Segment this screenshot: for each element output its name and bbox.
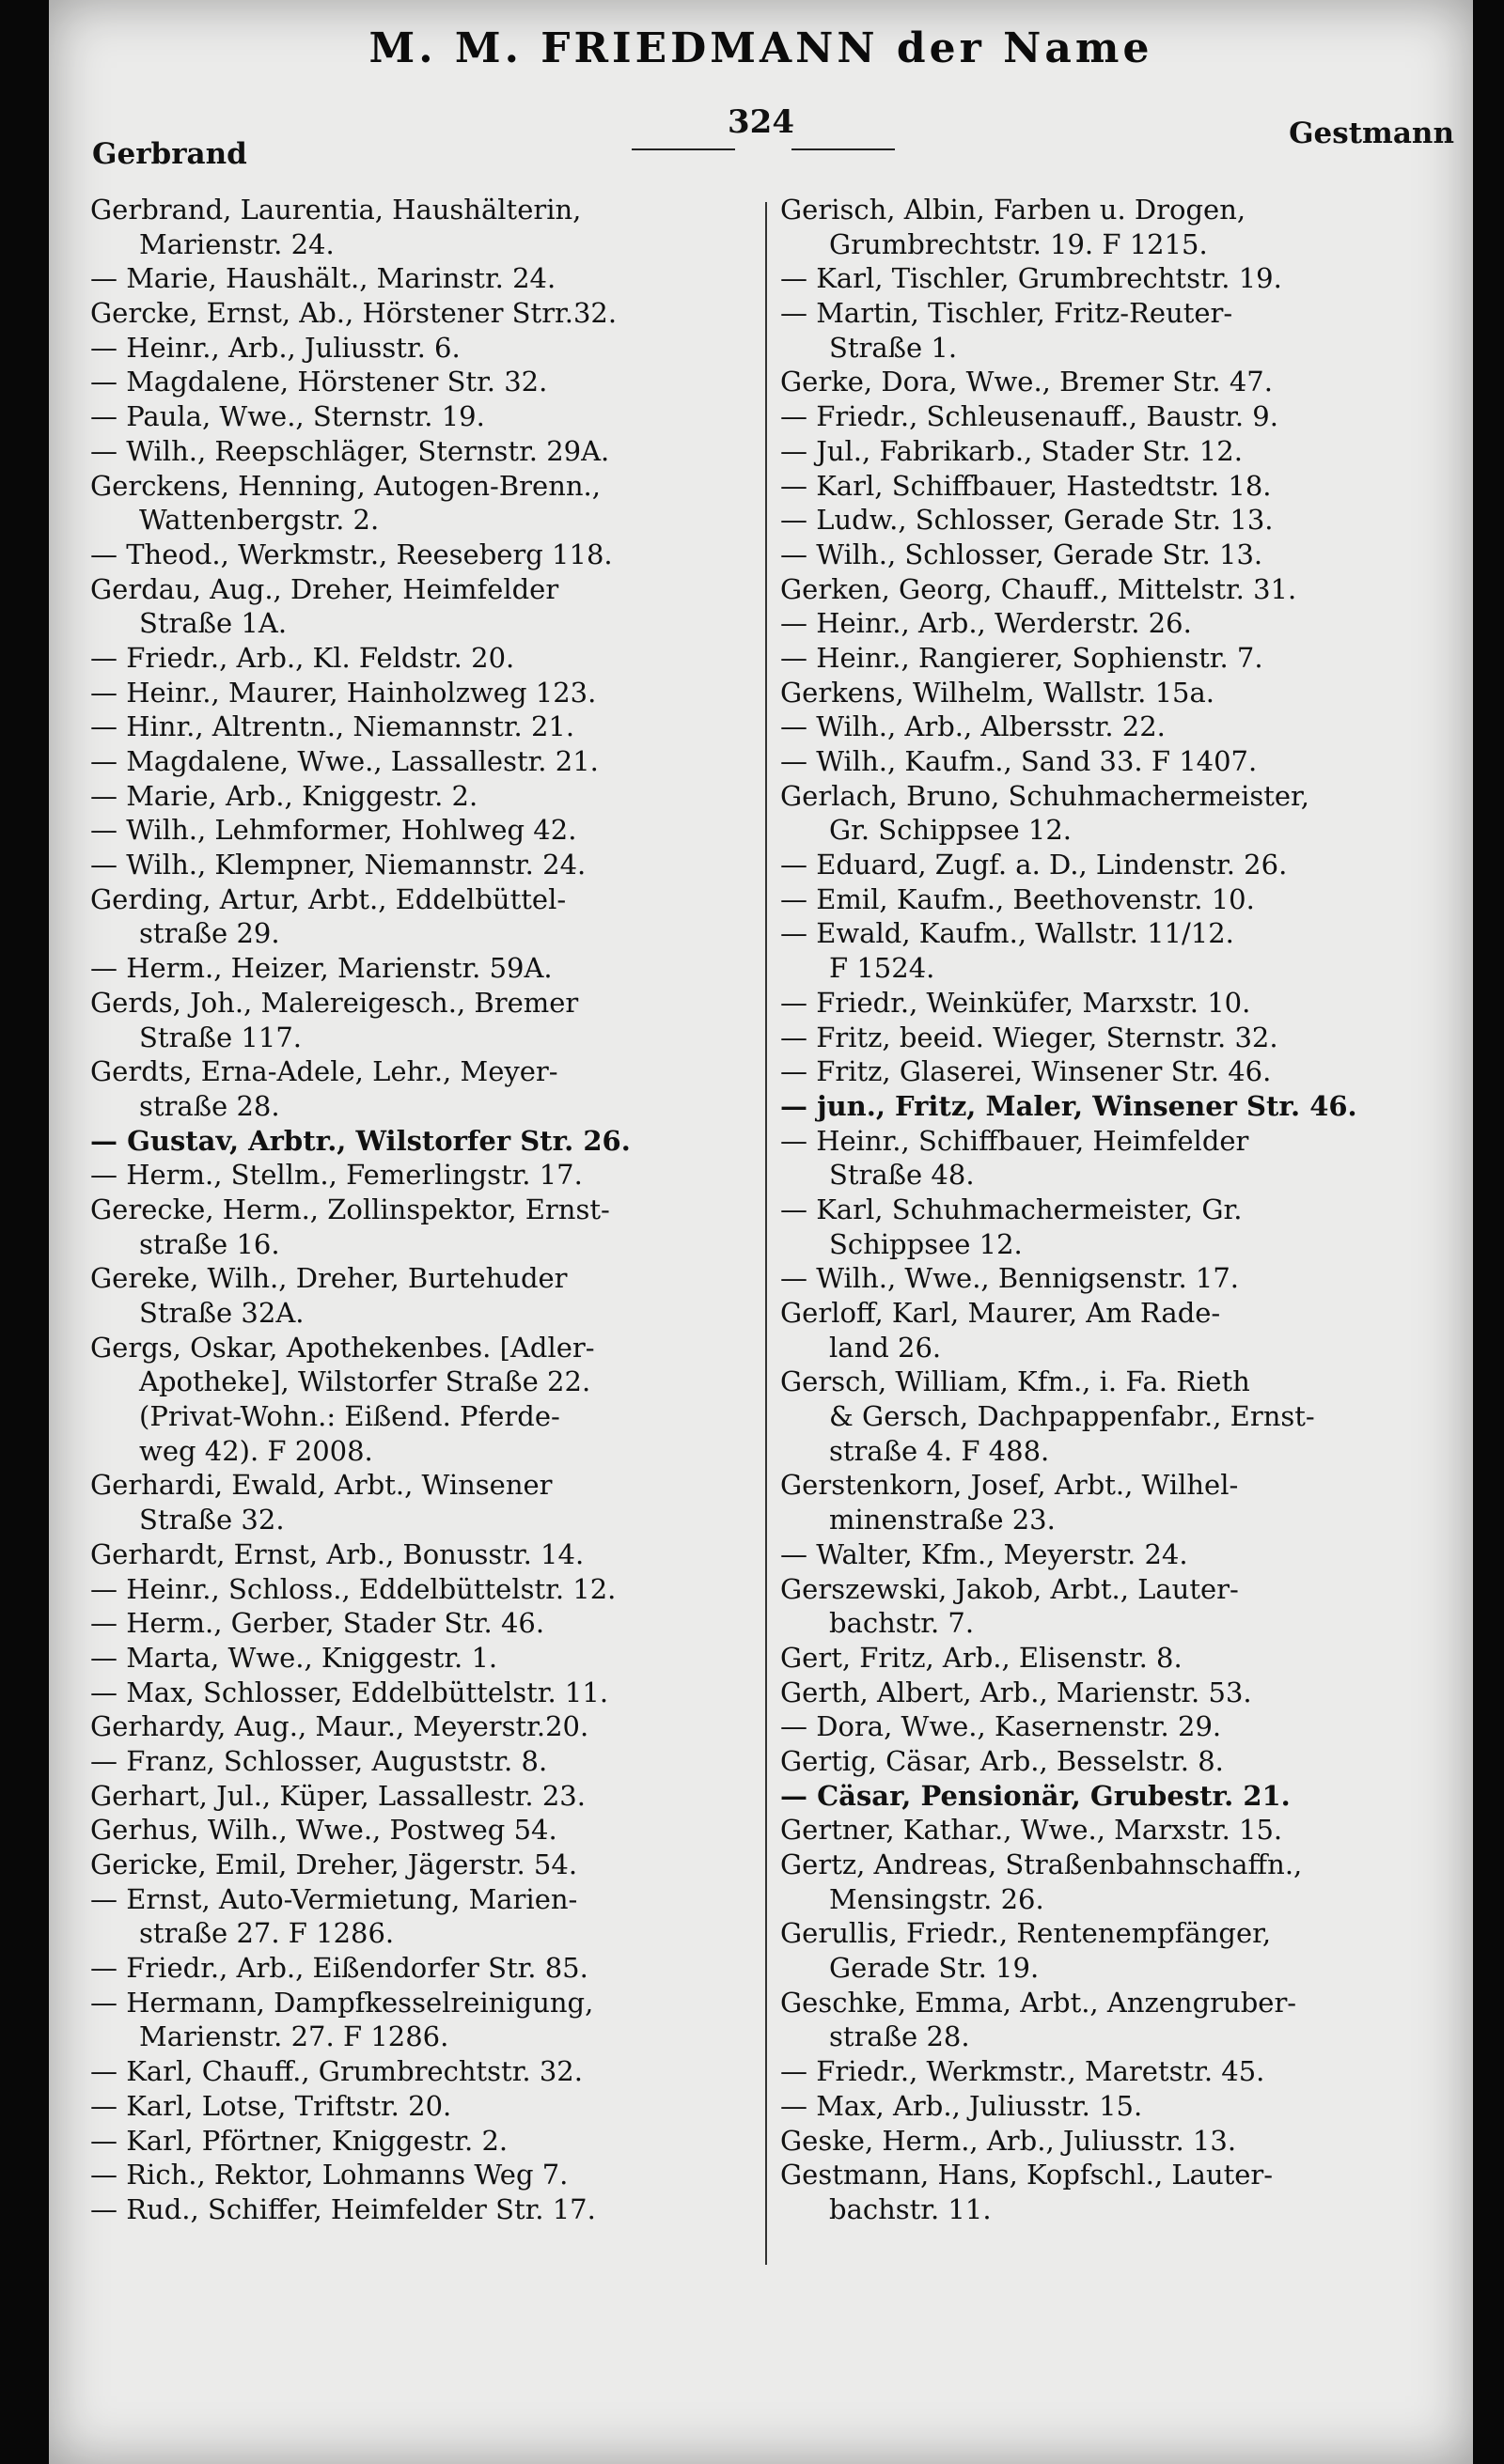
- directory-entry-line: — Jul., Fabrikarb., Stader Str. 12.: [780, 434, 1243, 467]
- entry-continuation-line: straße 4. F 488.: [829, 1434, 1050, 1467]
- directory-entry-line: Gerstenkorn, Josef, Arbt., Wilhel-: [780, 1469, 1239, 1502]
- directory-entry-line: Gerhart, Jul., Küper, Lassallestr. 23.: [90, 1779, 586, 1812]
- directory-entry-line: — Heinr., Schloss., Eddelbüttelstr. 12.: [90, 1572, 617, 1605]
- directory-entry-line: — Eduard, Zugf. a. D., Lindenstr. 26.: [780, 849, 1288, 881]
- directory-entry-line: — Fritz, Glaserei, Winsener Str. 46.: [780, 1055, 1272, 1088]
- entry-continuation-line: straße 16.: [139, 1227, 280, 1260]
- directory-entry-line: — Herm., Gerber, Stader Str. 46.: [90, 1607, 545, 1640]
- directory-entry-line: — Max, Arb., Juliusstr. 15.: [780, 2089, 1143, 2122]
- directory-entry-line: — Rich., Rektor, Lohmanns Weg 7.: [90, 2159, 569, 2191]
- directory-entry-line: Gertz, Andreas, Straßenbahnschaffn.,: [780, 1848, 1303, 1880]
- directory-entry-line: — Wilh., Reepschläger, Sternstr. 29A.: [90, 434, 610, 467]
- directory-entry-line: Gerckens, Henning, Autogen-Brenn.,: [90, 469, 601, 502]
- entry-continuation-line: Straße 1.: [829, 331, 958, 364]
- directory-entry-line: — Friedr., Werkmstr., Maretstr. 45.: [780, 2055, 1265, 2088]
- directory-entry-line: Gerkens, Wilhelm, Wallstr. 15a.: [780, 676, 1215, 709]
- directory-entry-line: — Franz, Schlosser, Auguststr. 8.: [90, 1744, 548, 1777]
- directory-entry-line: — Ludw., Schlosser, Gerade Str. 13.: [780, 504, 1274, 537]
- directory-entry-line: — Magdalene, Wwe., Lassallestr. 21.: [90, 745, 599, 777]
- entry-continuation-line: Gr. Schippsee 12.: [829, 814, 1073, 847]
- directory-entry-line: — Max, Schlosser, Eddelbüttelstr. 11.: [90, 1676, 609, 1708]
- directory-entry-line: Gerhardy, Aug., Maur., Meyerstr.20.: [90, 1710, 589, 1743]
- directory-entry-line: — Wilh., Schlosser, Gerade Str. 13.: [780, 538, 1263, 570]
- directory-entry-line: Gerhardt, Ernst, Arb., Bonusstr. 14.: [90, 1537, 585, 1570]
- entry-continuation-line: Straße 48.: [829, 1159, 975, 1192]
- entry-continuation-line: Mensingstr. 26.: [829, 1882, 1044, 1915]
- page-number-rule-left: [632, 148, 735, 150]
- entry-continuation-line: land 26.: [829, 1331, 942, 1364]
- directory-entry-line: Gertner, Kathar., Wwe., Marxstr. 15.: [780, 1814, 1283, 1847]
- entry-continuation-line: Grumbrechtstr. 19. F 1215.: [829, 227, 1208, 260]
- directory-entry-line: — Fritz, beeid. Wieger, Sternstr. 32.: [780, 1021, 1278, 1053]
- entry-continuation-line: Marienstr. 24.: [139, 227, 335, 260]
- directory-entry-line: — Martin, Tischler, Fritz-Reuter-: [780, 297, 1233, 330]
- entry-continuation-line: F 1524.: [829, 952, 935, 985]
- directory-entry-line: Gerken, Georg, Chauff., Mittelstr. 31.: [780, 572, 1297, 605]
- directory-entry-line: — Karl, Lotse, Triftstr. 20.: [90, 2089, 452, 2122]
- directory-entry-line: — Karl, Chauff., Grumbrechtstr. 32.: [90, 2055, 583, 2088]
- directory-entry-line: Gerloff, Karl, Maurer, Am Rade-: [780, 1297, 1221, 1329]
- entry-continuation-line: Wattenbergstr. 2.: [139, 504, 380, 537]
- directory-entry-line: Gertig, Cäsar, Arb., Besselstr. 8.: [780, 1744, 1224, 1777]
- directory-entry-line: — Karl, Pförtner, Kniggestr. 2.: [90, 2124, 509, 2157]
- directory-entry-line: — Theod., Werkmstr., Reeseberg 118.: [90, 538, 613, 570]
- directory-entry-line: — jun., Fritz, Maler, Winsener Str. 46.: [780, 1089, 1357, 1122]
- running-head-right: Gestmann: [1289, 117, 1454, 150]
- entry-continuation-line: Straße 32A.: [139, 1297, 305, 1329]
- directory-entry-line: Gert, Fritz, Arb., Elisenstr. 8.: [780, 1641, 1183, 1674]
- directory-entry-line: — Heinr., Maurer, Hainholzweg 123.: [90, 676, 597, 709]
- entry-continuation-line: straße 27. F 1286.: [139, 1917, 395, 1950]
- right-column: [780, 193, 1457, 2227]
- directory-entry-line: — Heinr., Schiffbauer, Heimfelder: [780, 1124, 1249, 1157]
- directory-entry-line: — Wilh., Lehmformer, Hohlweg 42.: [90, 814, 577, 847]
- directory-entry-line: — Wilh., Klempner, Niemannstr. 24.: [90, 849, 587, 881]
- directory-entry-line: Gerke, Dora, Wwe., Bremer Str. 47.: [780, 366, 1273, 398]
- directory-entry-line: — Marta, Wwe., Kniggestr. 1.: [90, 1641, 498, 1674]
- directory-entry-line: — Wilh., Kaufm., Sand 33. F 1407.: [780, 745, 1258, 777]
- directory-entry-line: — Wilh., Arb., Albersstr. 22.: [780, 710, 1166, 743]
- column-divider: [765, 202, 767, 2265]
- directory-entry-line: Geschke, Emma, Arbt., Anzengruber-: [780, 1986, 1297, 2019]
- directory-entry-line: — Karl, Schiffbauer, Hastedtstr. 18.: [780, 469, 1272, 502]
- directory-entry-line: — Marie, Haushält., Marinstr. 24.: [90, 262, 556, 295]
- directory-entry-line: Gerisch, Albin, Farben u. Drogen,: [780, 194, 1246, 226]
- directory-entry-line: Gerullis, Friedr., Rentenempfänger,: [780, 1917, 1272, 1950]
- entry-continuation-line: Straße 32.: [139, 1504, 285, 1536]
- page-number-rule-right: [791, 148, 895, 150]
- directory-entry-line: — Gustav, Arbtr., Wilstorfer Str. 26.: [90, 1124, 631, 1157]
- directory-entry-line: — Karl, Schuhmachermeister, Gr.: [780, 1193, 1243, 1225]
- entry-continuation-line: straße 28.: [829, 2020, 970, 2053]
- directory-entry-line: — Heinr., Rangierer, Sophienstr. 7.: [780, 641, 1263, 674]
- entry-continuation-line: Straße 1A.: [139, 607, 288, 640]
- entry-continuation-line: bachstr. 7.: [829, 1607, 975, 1640]
- directory-entry-line: Gerth, Albert, Arb., Marienstr. 53.: [780, 1676, 1252, 1708]
- directory-entry-line: Gergs, Oskar, Apothekenbes. [Adler-: [90, 1331, 595, 1364]
- entry-continuation-line: minenstraße 23.: [829, 1504, 1056, 1536]
- entry-continuation-line: Apotheke], Wilstorfer Straße 22.: [139, 1365, 591, 1398]
- directory-entry-line: — Hermann, Dampfkesselreinigung,: [90, 1986, 594, 2019]
- entry-continuation-line: straße 28.: [139, 1089, 280, 1122]
- masthead-title: M. M. FRIEDMANN der Name: [368, 24, 1153, 72]
- directory-entry-line: Gerszewski, Jakob, Arbt., Lauter-: [780, 1572, 1239, 1605]
- directory-entry-line: — Friedr., Weinküfer, Marxstr. 10.: [780, 986, 1251, 1019]
- directory-entry-line: Gerdau, Aug., Dreher, Heimfelder: [90, 572, 559, 605]
- directory-entry-line: — Cäsar, Pensionär, Grubestr. 21.: [780, 1779, 1291, 1812]
- entry-continuation-line: bachstr. 11.: [829, 2192, 992, 2225]
- directory-entry-line: — Heinr., Arb., Juliusstr. 6.: [90, 331, 461, 364]
- directory-entry-line: Gerds, Joh., Malereigesch., Bremer: [90, 986, 579, 1019]
- directory-entry-line: Gerbrand, Laurentia, Haushälterin,: [90, 194, 582, 226]
- directory-entry-line: Geske, Herm., Arb., Juliusstr. 13.: [780, 2124, 1237, 2157]
- directory-entry-line: — Magdalene, Hörstener Str. 32.: [90, 366, 548, 398]
- directory-entry-line: — Dora, Wwe., Kasernenstr. 29.: [780, 1710, 1222, 1743]
- directory-entry-line: — Heinr., Arb., Werderstr. 26.: [780, 607, 1192, 640]
- entry-continuation-line: Schippsee 12.: [829, 1227, 1023, 1260]
- left-column: [90, 193, 760, 2227]
- directory-entry-line: — Wilh., Wwe., Bennigsenstr. 17.: [780, 1262, 1240, 1295]
- entry-continuation-line: Gerade Str. 19.: [829, 1952, 1040, 1985]
- directory-entry-line: — Ewald, Kaufm., Wallstr. 11/12.: [780, 917, 1234, 950]
- directory-entry-line: — Walter, Kfm., Meyerstr. 24.: [780, 1537, 1188, 1570]
- directory-entry-line: — Friedr., Arb., Eißendorfer Str. 85.: [90, 1952, 588, 1985]
- directory-page: [49, 0, 1473, 2464]
- directory-entry-line: — Hinr., Altrentn., Niemannstr. 21.: [90, 710, 575, 743]
- directory-entry-line: — Emil, Kaufm., Beethovenstr. 10.: [780, 882, 1255, 915]
- directory-entry-line: Gerecke, Herm., Zollinspektor, Ernst-: [90, 1193, 610, 1225]
- directory-entry-line: Gerhardi, Ewald, Arbt., Winsener: [90, 1469, 553, 1502]
- directory-entry-line: Gerding, Artur, Arbt., Eddelbüttel-: [90, 882, 567, 915]
- entry-continuation-line: straße 29.: [139, 917, 280, 950]
- directory-entry-line: Gestmann, Hans, Kopfschl., Lauter-: [780, 2159, 1274, 2191]
- directory-entry-line: — Ernst, Auto-Vermietung, Marien-: [90, 1882, 578, 1915]
- directory-entry-line: — Paula, Wwe., Sternstr. 19.: [90, 400, 485, 433]
- entry-continuation-line: weg 42). F 2008.: [139, 1434, 373, 1467]
- entry-continuation-line: (Privat-Wohn.: Eißend. Pferde-: [139, 1400, 560, 1433]
- directory-entry-line: — Herm., Heizer, Marienstr. 59A.: [90, 952, 553, 985]
- entry-continuation-line: Straße 117.: [139, 1021, 302, 1053]
- entry-continuation-line: Marienstr. 27. F 1286.: [139, 2020, 449, 2053]
- directory-entry-line: — Friedr., Schleusenauff., Baustr. 9.: [780, 400, 1278, 433]
- directory-entry-line: — Herm., Stellm., Femerlingstr. 17.: [90, 1159, 583, 1192]
- directory-entry-line: — Marie, Arb., Kniggestr. 2.: [90, 779, 478, 812]
- directory-entry-line: Gerlach, Bruno, Schuhmachermeister,: [780, 779, 1309, 812]
- directory-entry-line: — Friedr., Arb., Kl. Feldstr. 20.: [90, 641, 515, 674]
- page-number: 324: [728, 103, 794, 141]
- running-head-left: Gerbrand: [92, 137, 247, 171]
- directory-entry-line: — Karl, Tischler, Grumbrechtstr. 19.: [780, 262, 1282, 295]
- directory-entry-line: Gersch, William, Kfm., i. Fa. Rieth: [780, 1365, 1250, 1398]
- directory-entry-line: Gerdts, Erna-Adele, Lehr., Meyer-: [90, 1055, 558, 1088]
- directory-entry-line: — Rud., Schiffer, Heimfelder Str. 17.: [90, 2192, 596, 2225]
- directory-entry-line: Gereke, Wilh., Dreher, Burtehuder: [90, 1262, 568, 1295]
- entry-continuation-line: & Gersch, Dachpappenfabr., Ernst-: [829, 1400, 1315, 1433]
- directory-entry-line: Gericke, Emil, Dreher, Jägerstr. 54.: [90, 1848, 578, 1880]
- directory-entry-line: Gerhus, Wilh., Wwe., Postweg 54.: [90, 1814, 557, 1847]
- directory-entry-line: Gercke, Ernst, Ab., Hörstener Strr.32.: [90, 297, 618, 330]
